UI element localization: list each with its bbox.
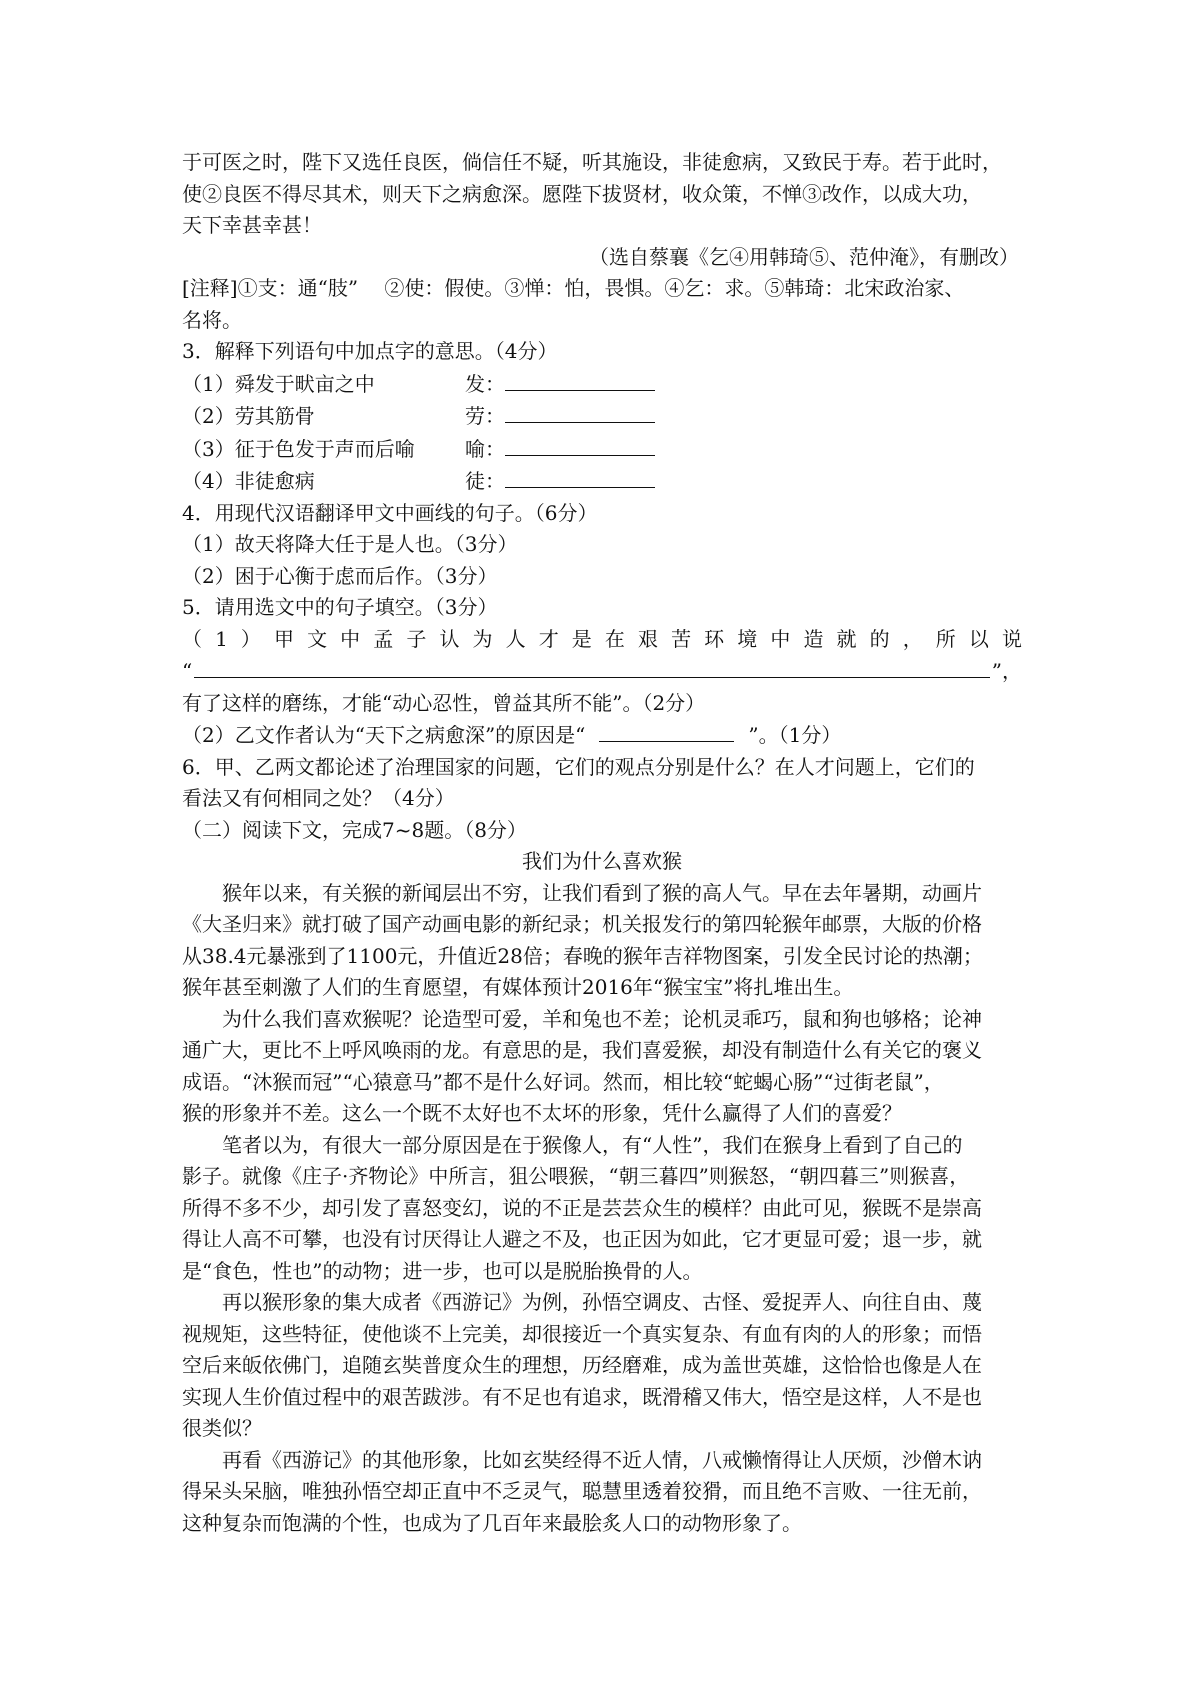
question-3-item [182,368,1022,401]
question-3-sentence: （3）征于色发于声而后喻 [182,436,415,461]
article-line: 猴年以来，有关猴的新闻层出不穷，让我们看到了猴的高人气。早在去年暑期，动画片 [222,880,982,905]
answer-blank[interactable] [505,368,655,391]
passage-text-line: 使②良医不得尽其术，则天下之病愈深。愿陛下拔贤材，收众策，不惮③改作，以成大功， [182,181,982,206]
question-3-key-char: 发： [465,371,505,396]
passage-text-line: 于可医之时，陛下又选任良医，倘信任不疑，听其施设，非徒愈病，又致民于寿。若于此时， [182,150,1002,174]
passage-source: （选自蔡襄《乞④用韩琦⑤、范仲淹》，有删改） [589,244,1019,269]
article-line: 空后来皈依佛门，追随玄奘普度众生的理想，历经磨难，成为盖世英雄，这恰恰也像是人在 [182,1353,982,1377]
question-3-title: 3．解释下列语句中加点字的意思。（4分） [182,339,558,363]
article-line: 再看《西游记》的其他形象，比如玄奘经得不近人情，八戒懒惰得让人厌烦，沙僧木讷 [222,1447,982,1472]
article-line: 实现人生价值过程中的艰苦跋涉。有不足也有追求，既滑稽又伟大，悟空是这样，人不是也 [182,1384,982,1409]
article-line: 再以猴形象的集大成者《西游记》为例，孙悟空调皮、古怪、爱捉弄人、向往自由、蔑 [222,1290,982,1314]
question-3-key-char: 喻： [465,436,505,461]
question-4-title: 4．用现代汉语翻译甲文中画线的句子。（6分） [182,500,598,525]
question-6-line: 看法又有何相同之处？（4分） [182,786,455,810]
article-line: 为什么我们喜欢猴呢？论造型可爱，羊和兔也不差；论机灵乖巧，鼠和狗也够格；论神 [222,1006,982,1031]
question-3-key-char: 劳： [465,404,505,428]
answer-blank[interactable] [505,433,655,456]
answer-blank[interactable] [505,465,655,488]
annotation-line: 名将。 [182,307,242,332]
article-line: 猴年甚至刺激了人们的生育愿望，有媒体预计2016年“猴宝宝”将扎堆出生。 [182,975,854,999]
question-5-title: 5．请用选文中的句子填空。（3分） [182,595,498,619]
question-3-sentence: （4）非徒愈病 [182,469,315,493]
article-line: 得呆头呆脑，唯独孙悟空却正直中不乏灵气，聪慧里透着狡猾，而且绝不言败、一往无前， [182,1479,982,1503]
question-4-item: （1）故天将降大任于是人也。（3分） [182,532,518,556]
exam-page [182,147,1022,1539]
article-line: 笔者以为，有很大一部分原因是在于猴像人，有“人性”，我们在猴身上看到了自己的 [222,1132,963,1157]
question-3-sentence: （2）劳其筋骨 [182,404,315,428]
article-title: 我们为什么喜欢猴 [522,849,682,873]
article-line: 得让人高不可攀，也没有讨厌得让人避之不及，也正因为如此，它才更显可爱；退一步，就 [182,1227,982,1251]
section-heading: （二）阅读下文，完成7~8题。（8分） [182,817,527,842]
article-line: 成语。“沐猴而冠”“心猿意马”都不是什么好词。然而，相比较“蛇蝎心肠”“过街老鼠”， [182,1069,944,1094]
article-line: 从38.4元暴涨到了1100元，升值近28倍；春晚的猴年吉祥物图案，引发全民讨论的热潮； [182,943,983,968]
article-line: 视规矩，这些特征，使他谈不上完美，却很接近一个真实复杂、有血有肉的人的形象；而悟 [182,1321,982,1346]
question-3-item [182,433,1022,466]
question-3-sentence: （1）舜发于畎亩之中 [182,371,375,396]
question-4-item: （2）困于心衡于虑而后作。（3分） [182,563,498,588]
passage-text-line: 天下幸甚幸甚！ [182,213,322,237]
answer-blank[interactable] [505,400,655,423]
answer-blank[interactable] [194,655,990,678]
article-line: 很类似？ [182,1416,262,1440]
question-3-item [182,465,1022,498]
article-line: 猴的形象并不差。这么一个既不太好也不太坏的形象，凭什么赢得了人们的喜爱？ [182,1101,902,1125]
question-5-item-2 [182,719,1022,752]
question-5-item-1: （1）甲文中孟子认为人才是在艰苦环境中造就的，所以说 [182,626,1022,651]
article-line: 所得不多不少，却引发了喜怒变幻，说的不正是芸芸众生的模样？由此可见，猴既不是崇高 [182,1195,982,1220]
open-quote: “ [182,659,193,683]
annotation-line: [注释]①支：通“肢” ②使：假使。③惮：怕，畏惧。④乞：求。⑤韩琦：北宋政治家、 [182,276,965,300]
question-3-key-char: 徒： [465,469,505,493]
question-3-item [182,400,1022,433]
question-5-fill-line [182,655,1022,688]
question-5-item-2-text: （2）乙文作者认为“天下之病愈深”的原因是“ [182,723,586,747]
article-line: 《大圣归来》就打破了国产动画电影的新纪录；机关报发行的第四轮猴年邮票，大版的价格 [182,912,982,936]
article-line: 这种复杂而饱满的个性，也成为了几百年来最脍炙人口的动物形象了。 [182,1510,802,1535]
answer-blank[interactable] [599,719,734,742]
question-5-item-1-cont: 有了这样的磨练，才能“动心忍性，曾益其所不能”。（2分） [182,690,706,715]
article-line: 通广大，更比不上呼风唤雨的龙。有意思的是，我们喜爱猴，却没有制造什么有关它的褒义 [182,1038,982,1062]
close-quote: ”， [991,659,1022,683]
article-line: 是“食色，性也”的动物；进一步，也可以是脱胎换骨的人。 [182,1258,703,1283]
question-6-line: 6．甲、乙两文都论述了治理国家的问题，它们的观点分别是什么？在人才问题上，它们的 [182,754,975,779]
question-5-item-2-end: ”。（1分） [748,723,842,747]
article-line: 影子。就像《庄子·齐物论》中所言，狙公喂猴，“朝三暮四”则猴怒，“朝四暮三”则猴喜， [182,1164,970,1188]
